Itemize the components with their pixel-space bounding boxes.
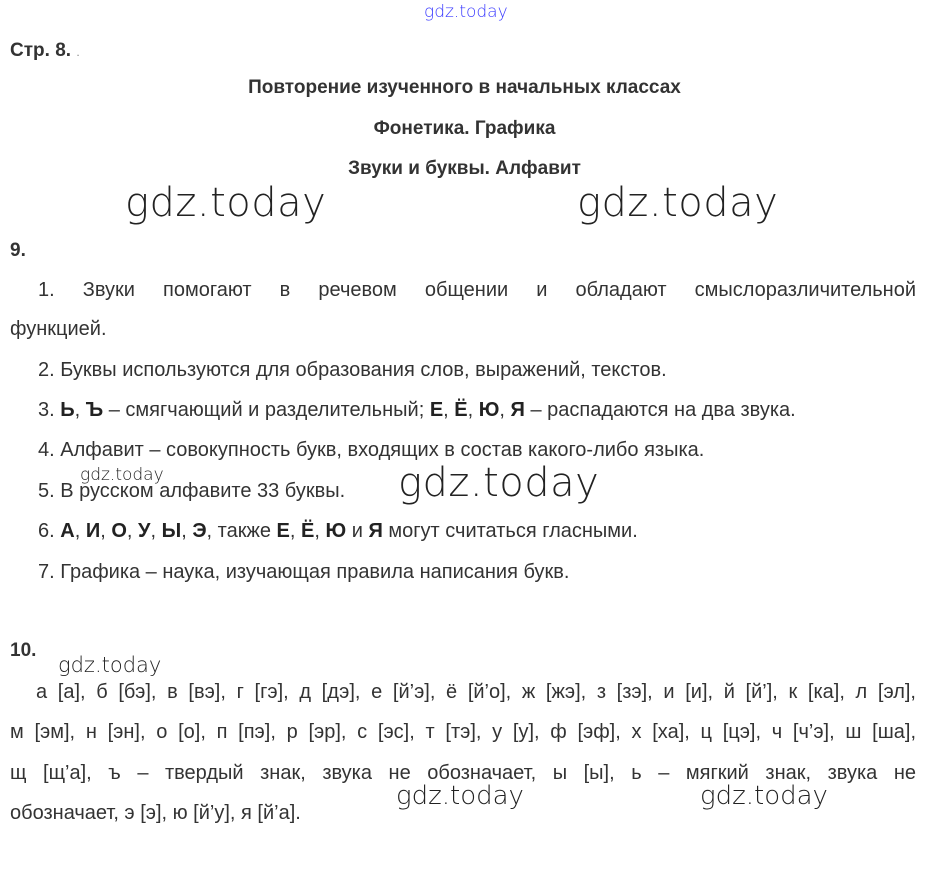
watermark-top: gdz.today — [424, 2, 508, 22]
watermark: gdz.today — [398, 460, 600, 506]
task9-item-3: 3. Ь, Ъ – смягчающий и разделительный; Е, Ё, Ю, Я – распадаются на два звука. — [38, 399, 796, 421]
task9-item-1-cont: функцией. — [10, 318, 107, 340]
task10-line-4: обозначает, э [э], ю [й’у], я [й’а]. — [10, 802, 301, 824]
topic-heading: Фонетика. Графика — [373, 118, 556, 139]
task-number-10: 10. — [10, 640, 37, 661]
watermark: gdz.today — [125, 180, 327, 226]
task9-item-2: 2. Буквы используются для образования слов, выражений, текстов. — [38, 359, 667, 381]
task9-item-7: 7. Графика – наука, изучающая правила написания букв. — [38, 561, 570, 583]
task10-line-3: щ [щ’а], ъ – твердый знак, звука не обозначает, ы [ы], ь – мягкий знак, звука не — [10, 762, 916, 784]
page-ref-dots: . — [76, 45, 80, 59]
task10-line-1: а [а], б [бэ], в [вэ], г [гэ], д [дэ], е [й’э], ё [й’о], ж [жэ], з [зэ], и [и], й [й’], к [ка], л [эл], — [36, 681, 916, 703]
watermark: gdz.today — [396, 781, 524, 811]
task10-line-2: м [эм], н [эн], о [о], п [пэ], р [эр], с [эс], т [тэ], у [у], ф [эф], х [ха], ц [цэ], ч [ч’э], ш [ша], — [10, 721, 916, 743]
task9-item-4: 4. Алфавит – совокупность букв, входящих в состав какого-либо языка. — [38, 439, 705, 461]
watermark: gdz.today — [577, 180, 779, 226]
section-heading: Повторение изученного в начальных классах — [248, 77, 681, 98]
page-reference — [10, 40, 80, 62]
subtopic-heading: Звуки и буквы. Алфавит — [348, 158, 581, 179]
task9-item-1: 1. Звуки помогают в речевом общении и обладают смыслоразличительной — [38, 279, 916, 301]
page-ref-text: Стр. 8. — [10, 40, 72, 61]
watermark: gdz.today — [58, 653, 162, 677]
task9-item-5: 5. В русском алфавите 33 буквы. — [38, 480, 346, 502]
watermark: gdz.today — [700, 781, 828, 811]
task-number-9: 9. — [10, 240, 26, 261]
task9-item-6: 6. А, И, О, У, Ы, Э, также Е, Ё, Ю и Я могут считаться гласными. — [38, 520, 638, 542]
watermark: gdz.today — [80, 465, 164, 485]
